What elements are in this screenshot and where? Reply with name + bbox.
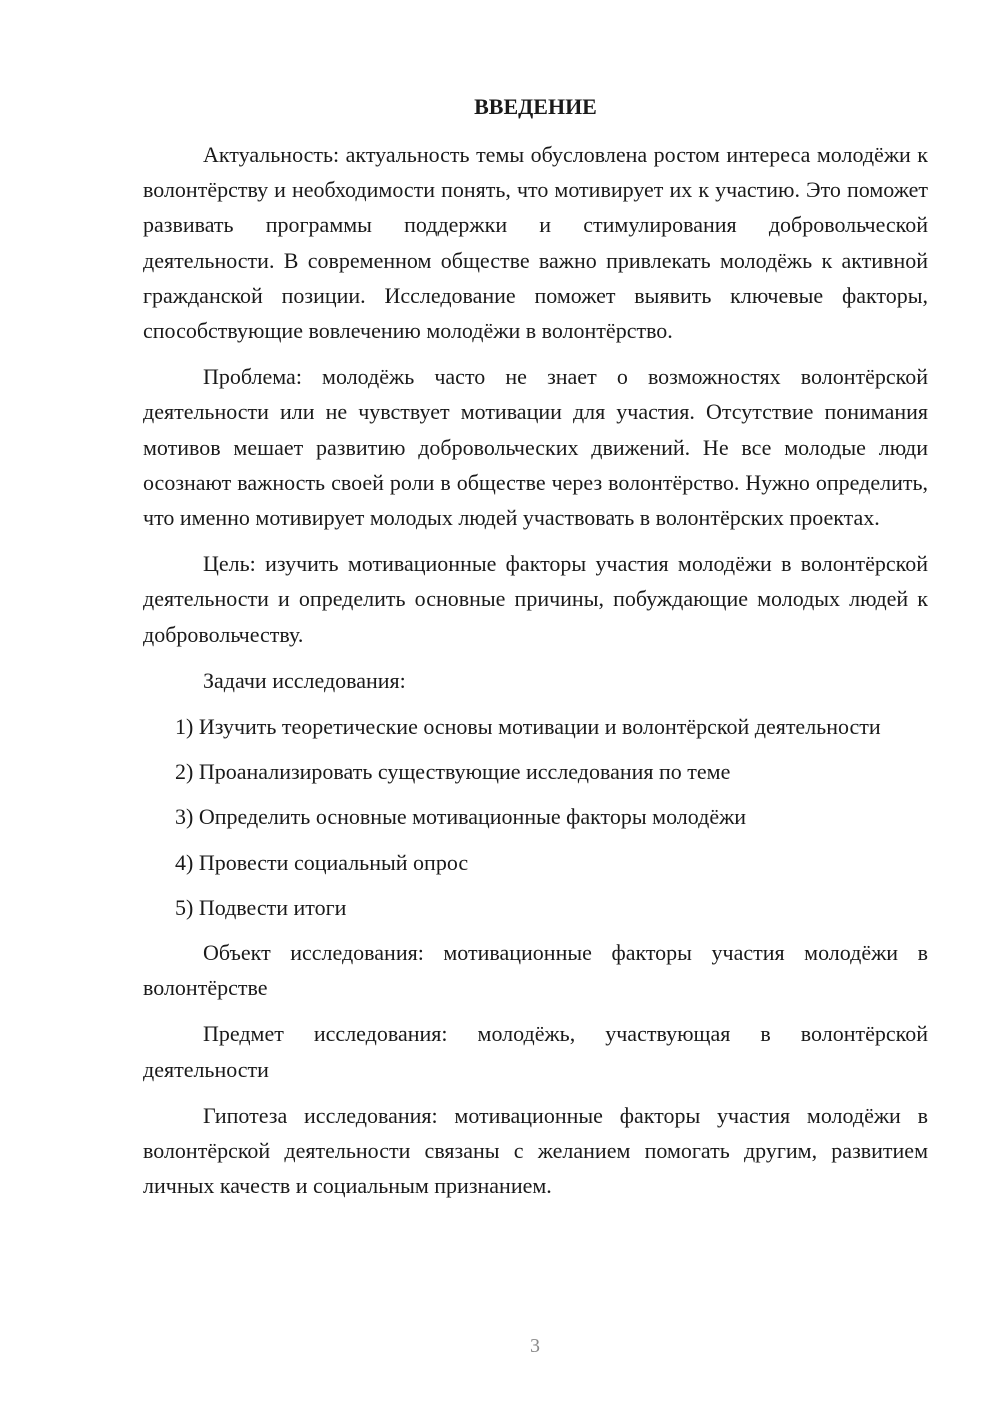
task-item: 4) Провести социальный опрос bbox=[175, 849, 469, 875]
task-item: 1) Изучить теоретические основы мотивации и волонтёрской деятельности bbox=[175, 714, 881, 740]
task-item: 3) Определить основные мотивационные факторы молодёжи bbox=[175, 804, 747, 830]
paragraph-subject: Предмет исследования: молодёжь, участвующая в волонтёрской деятельности bbox=[143, 1021, 928, 1082]
paragraph-goal: Цель: изучить мотивационные факторы участия молодёжи в волонтёрской деятельности и определить основные причины, побуждающие молодых людей к добровольчеству. bbox=[143, 551, 928, 647]
task-item: 5) Подвести итоги bbox=[175, 894, 347, 920]
paragraph-relevance: Актуальность: актуальность темы обусловлена ростом интереса молодёжи к волонтёрству и необходимости понять, что мотивирует их к участию. Это поможет развивать программы поддержки и стимулирования добровольческой деятельности. В современном обществе важно привлекать молодёжь к активной гражданской позиции. Исследование поможет выявить ключевые факторы, способствующие вовлечению молодёжи в волонтёрство. bbox=[143, 142, 928, 344]
page-content bbox=[143, 92, 928, 1203]
page-number: 3 bbox=[530, 1335, 540, 1357]
tasks-label: Задачи исследования: bbox=[203, 667, 406, 693]
paragraph-hypothesis: Гипотеза исследования: мотивационные факторы участия молодёжи в волонтёрской деятельности связаны с желанием помогать другим, развитием личных качеств и социальным признанием. bbox=[143, 1102, 928, 1199]
paragraph-object: Объект исследования: мотивационные факторы участия молодёжи в волонтёрстве bbox=[143, 940, 928, 1001]
section-title: ВВЕДЕНИЕ bbox=[474, 94, 597, 119]
task-item: 2) Проанализировать существующие исследования по теме bbox=[175, 759, 731, 785]
paragraph-problem: Проблема: молодёжь часто не знает о возможностях волонтёрской деятельности или не чувствует мотивации для участия. Отсутствие понимания мотивов мешает развитию добровольческих движений. Не все молодые люди осознают важность своей роли в обществе через волонтёрство. Нужно определить, что именно мотивирует молодых людей участвовать в волонтёрских проектах. bbox=[143, 364, 928, 531]
